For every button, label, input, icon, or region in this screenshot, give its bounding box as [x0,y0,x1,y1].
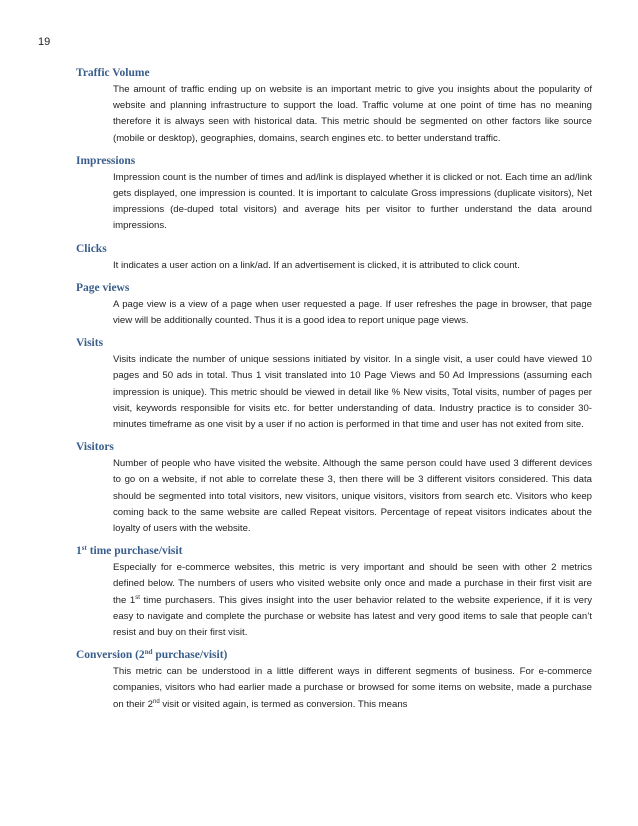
section-heading [76,648,592,662]
body-text: This metric can be understood in a little different ways in different segments of business. For e-commerce companies, visitors who had earlier made a purchase or browsed for some items on website, made a purchase on their 2 [113,666,592,710]
document-content [76,66,592,720]
section-body [113,560,592,641]
section-conversion [76,648,592,713]
body-superscript: nd [153,698,160,705]
section-heading: Clicks [76,242,107,255]
section-heading: Traffic Volume [76,67,150,79]
section-body: Number of people who have visited the website. Although the same person could have used 3 different devices to go on a website, if not able to correlate these 3, then there will be 3 different visitors considered. This data should be segmented into total visitors, new visitors, unique visitors, visitors from search etc. Visitors who keep coming back to the same website are called Repeat visitors. Percentage of repeat visitors indicates about the loyalty of users with the website. [113,458,592,535]
body-text: Especially for e-commerce websites, this metric is very important and should be seen with other 2 metrics defined below. The numbers of users who visited website only once and made a purchase in their first visit are the 1 [113,562,592,606]
section-first-time-purchase [76,544,592,641]
section-impressions [76,154,592,235]
section-heading: Visitors [76,441,114,454]
section-body [113,664,592,713]
body-superscript: st [135,594,140,601]
section-heading: Impressions [76,154,136,167]
body-text: visit or visited again, is termed as conversion. This means [159,698,408,710]
heading-text: purchase/visit) [152,649,228,662]
section-clicks [76,242,592,274]
heading-superscript: st [81,544,87,553]
section-body: A page view is a view of a page when user requested a page. If user refreshes the page in browser, that page view will be additionally counted. Thus it is a good idea to report unique page views. [113,298,592,327]
section-body: It indicates a user action on a link/ad. If an advertisement is clicked, it is attributed to click count. [113,259,520,271]
section-body: Impression count is the number of times and ad/link is displayed whether it is clicked or not. Each time an ad/link gets displayed, one impression is counted. It is important to calculate Gross impressions (duplicate visitors), Net impressions (de-duped total visitors) and average hits per visitor to further understand the data around impressions. [113,171,592,232]
section-body: Visits indicate the number of unique sessions initiated by visitor. In a single visit, a user could have viewed 10 pages and 50 ads in total. Thus 1 visit translated into 10 Page Views and 50 Ad Impressions (assuming each impression is unique). This metric should be viewed in detail like % New visits, Total visits, number of pages per visit, keywords responsible for visits etc. for better understanding of data. Industry practice is to consider 30-minutes timeframe as one visit by a user if no action is performed in that time and user has not exited from site. [113,354,592,431]
section-visitors [76,440,592,537]
body-text: time purchasers. This gives insight into the user behavior related to the website experience, if it is very easy to navigate and complete the purchase or website has latest and very good items to sale that people can’t resist and buy on their first visit. [113,594,592,639]
section-traffic-volume [76,66,592,147]
section-heading: Visits [76,337,104,350]
section-heading [76,544,592,558]
heading-text: Conversion (2 [76,649,145,662]
heading-text: time purchase/visit [86,545,183,558]
section-page-views [76,281,592,329]
page-number: 19 [38,36,51,48]
section-visits [76,336,592,433]
heading-superscript: nd [144,648,153,657]
section-body: The amount of traffic ending up on website is an important metric to give you insights about the popularity of website and planning infrastructure to support the load. Traffic volume at one point of time has no meaning therefore it is always seen with historical data. This metric should be segmented on other factors like source (mobile or desktop), geographies, domains, search engines etc. to better understand traffic. [113,84,592,144]
heading-text: 1 [76,545,82,558]
section-heading: Page views [76,281,130,294]
